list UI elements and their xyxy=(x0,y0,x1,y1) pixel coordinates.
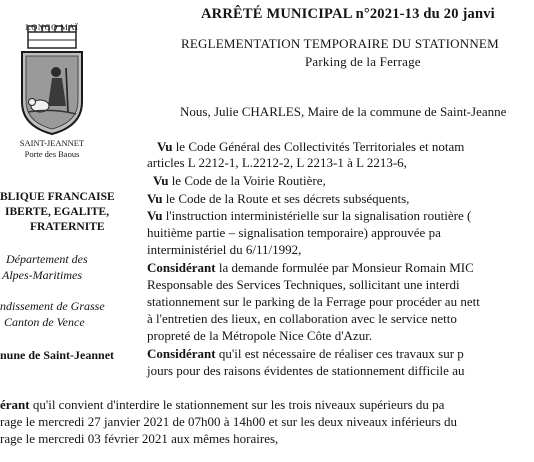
vu-instruction-line-2: huitième partie – signalisation temporaire) approuvée pa xyxy=(147,225,441,240)
vu-keyword: Vu xyxy=(153,173,169,188)
considerant-request-line-3: stationnement sur le parking de la Ferrage pour procéder au nett xyxy=(147,294,480,309)
considerant-parking-line-2: rage le mercredi 27 janvier 2021 de 07h00 à 14h00 et sur les deux niveaux inférieurs du xyxy=(0,414,458,429)
document-subtitle: REGLEMENTATION TEMPORAIRE DU STATIONNEM xyxy=(181,36,499,51)
intro-paragraph: Nous, Julie CHARLES, Maire de la commune de Saint-Jeanne xyxy=(180,104,507,119)
crest-name-line-1: SAINT-JEANNET xyxy=(19,138,85,148)
vu-instruction-text: l'instruction interministérielle sur la signalisation routière ( xyxy=(162,208,472,223)
considerant-keyword: érant xyxy=(0,397,30,412)
considerant-works-line-2: jours pour des raisons évidentes de stationnement difficile au xyxy=(147,363,465,378)
considerant-works-line-1 xyxy=(147,346,464,362)
considerant-request-line-1 xyxy=(147,260,474,276)
department-line-2: Alpes-Maritimes xyxy=(2,268,82,282)
commune-line: nune de Saint-Jeannet xyxy=(0,348,115,362)
department-line-1: Département des xyxy=(6,252,88,266)
considerant-request-text: la demande formulée par Monsieur Romain MIC xyxy=(215,260,474,275)
vu-voirie-text: le Code de la Voirie Routière, xyxy=(168,173,326,188)
considerant-parking-line-3: rage le mercredi 03 février 2021 aux mêmes horaires, xyxy=(0,431,279,446)
crest-town-name xyxy=(8,138,96,160)
vu-keyword: Vu xyxy=(147,191,163,206)
vu-keyword: Vu xyxy=(147,208,163,223)
vu-route-line xyxy=(147,191,409,207)
document-title: ARRÊTÉ MUNICIPAL n°2021-13 du 20 janvi xyxy=(201,6,495,22)
canton-line: Canton de Vence xyxy=(4,315,85,329)
republic-line-1: BLIQUE FRANCAISE xyxy=(0,191,115,203)
considerant-request-line-4: à l'entretien des lieux, en collaboration avec le service netto xyxy=(147,311,457,326)
vu-code-general-text: le Code Général des Collectivités Territoriales et notam xyxy=(172,139,465,154)
considerant-parking-line-1 xyxy=(0,397,444,413)
vu-voirie-line xyxy=(153,173,326,189)
town-crest xyxy=(8,2,96,162)
republic-line-2: IBERTE, EGALITE, xyxy=(5,206,110,218)
considerant-request-line-2: Responsable des Services Techniques, sollicitant une interdi xyxy=(147,277,460,292)
crest-motto: LONGO MAÏ xyxy=(25,22,79,32)
document-location: Parking de la Ferrage xyxy=(305,54,421,69)
considerant-keyword: Considérant xyxy=(147,346,216,361)
considerant-request-line-5: propreté de la Métropole Nice Côte d'Azur. xyxy=(147,328,373,343)
vu-keyword: Vu xyxy=(157,139,173,154)
republic-line-3: FRATERNITE xyxy=(30,221,105,233)
considerant-keyword: Considérant xyxy=(147,260,216,275)
considerant-works-text: qu'il est nécessaire de réaliser ces travaux sur p xyxy=(215,346,464,361)
vu-instruction-line-1 xyxy=(147,208,471,224)
considerant-parking-text: qu'il convient d'interdire le stationnement sur les trois niveaux supérieurs du pa xyxy=(29,397,445,412)
vu-code-general-line-2: articles L 2212-1, L.2212-2, L 2213-1 à L 2213-6, xyxy=(147,155,407,170)
vu-instruction-line-3: interministériel du 6/11/1992, xyxy=(147,242,302,257)
vu-route-text: le Code de la Route et ses décrets subséquents, xyxy=(162,191,410,206)
arrondissement-line: ndissement de Grasse xyxy=(0,299,105,313)
vu-code-general-line-1 xyxy=(157,139,464,155)
crest-name-line-2: Porte des Baous xyxy=(24,149,80,159)
